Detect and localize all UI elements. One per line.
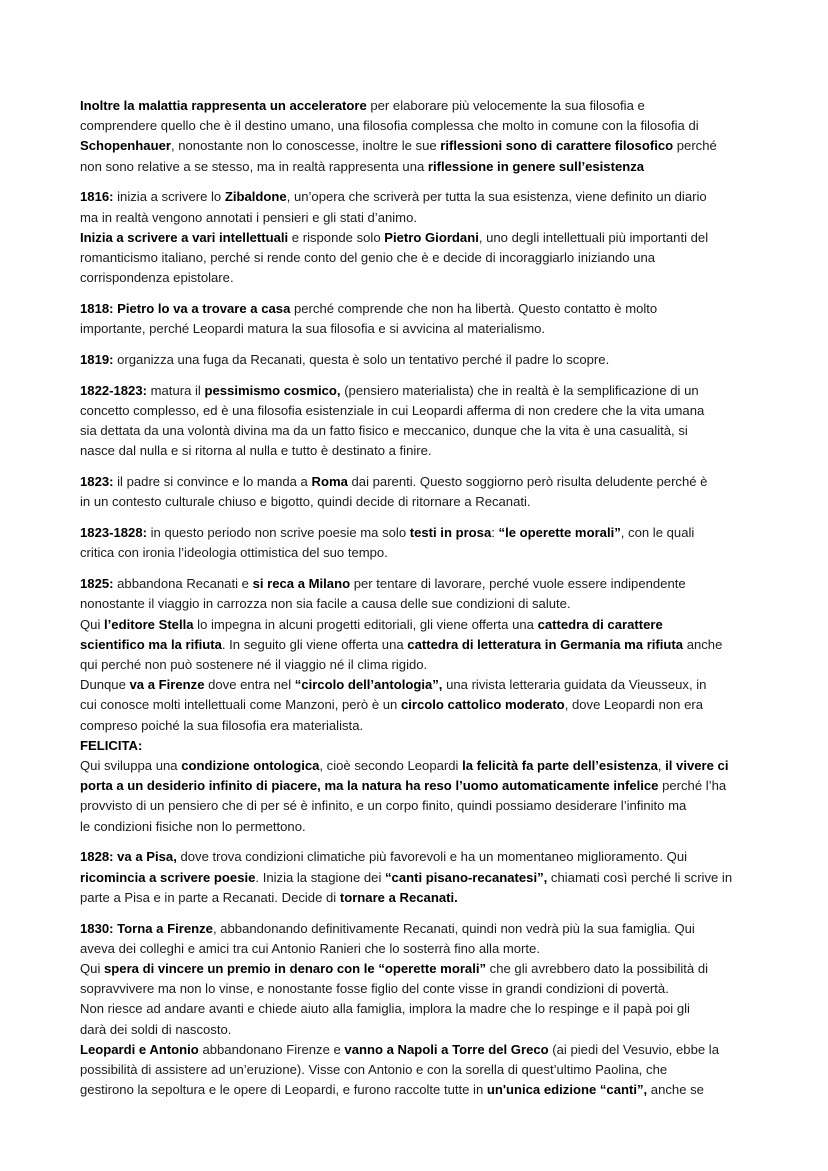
text-run: abbandona Recanati e: [113, 576, 253, 592]
bold-text: Roma: [311, 474, 348, 490]
bold-text: FELICITA:: [80, 737, 143, 753]
text-run: gestirono la sepoltura e le opere di Leopardi, e furono raccolte tutte in: [80, 1082, 487, 1098]
text-line: [80, 208, 752, 228]
bold-text: 1823-1828:: [80, 525, 147, 541]
text-run: le condizioni fisiche non lo permettono.: [80, 818, 306, 834]
paragraph: [80, 736, 752, 756]
text-run: parte a Pisa e in parte a Recanati. Decide di: [80, 889, 340, 905]
text-run: dove trova condizioni climatiche più favorevoli e ha un momentaneo miglioramento. Qui: [176, 849, 688, 865]
text-run: , nonostante non lo conoscesse, inoltre le sue: [170, 138, 441, 154]
text-run: e risponde solo: [288, 229, 385, 245]
text-run: , uno degli intellettuali più importanti del: [478, 229, 709, 245]
text-run: corrispondenza epistolare.: [80, 270, 234, 286]
text-run: abbandonano Firenze e: [198, 1041, 345, 1057]
bold-text: circolo cattolico moderato: [400, 697, 565, 713]
text-run: chiamati così perché li scrive in: [547, 869, 733, 885]
text-run: , un’opera che scriverà per tutta la sua esistenza, viene definito un diario: [286, 189, 707, 205]
bold-text: testi in prosa: [409, 525, 492, 541]
text-line: [80, 228, 752, 248]
bold-text: 1816:: [80, 189, 114, 205]
bold-text: riflessioni sono di carattere filosofico: [440, 138, 674, 154]
text-run: perché l’ha: [658, 778, 727, 794]
text-line: [80, 248, 752, 268]
bold-text: cattedra di carattere: [537, 616, 663, 632]
text-run: perché comprende che non ha libertà. Questo contatto è molto: [290, 301, 658, 317]
text-run: Dunque: [80, 677, 130, 693]
text-line: [80, 350, 752, 370]
paragraph: [80, 187, 752, 227]
text-run: nasce dal nulla e si ritorna al nulla e tutto è destinato a finire.: [80, 443, 432, 459]
document-page: [80, 96, 752, 1100]
bold-text: cattedra di letteratura in Germania ma rifiuta: [407, 636, 684, 652]
paragraph: [80, 228, 752, 289]
text-line: [80, 979, 752, 999]
paragraph: [80, 959, 752, 999]
paragraph: [80, 96, 752, 177]
bold-text: Zibaldone: [224, 189, 287, 205]
text-line: [80, 615, 752, 635]
text-run: possibilità di assistere ad un’eruzione). Visse con Antonio e con la sorella di quest’ultimo Paolina, che: [80, 1062, 668, 1078]
text-run: aveva dei colleghi e amici tra cui Antonio Ranieri che lo sosterrà fino alla morte.: [80, 940, 540, 956]
paragraph: [80, 847, 752, 908]
text-line: [80, 847, 752, 867]
text-line: [80, 381, 752, 401]
text-run: lo impegna in alcuni progetti editoriali, gli viene offerta una: [193, 616, 538, 632]
text-line: [80, 716, 752, 736]
text-run: qui perché non può sostenere né il viaggio né il clima rigido.: [80, 657, 428, 673]
text-line: [80, 574, 752, 594]
text-run: ma in realtà vengono annotati i pensieri e gli stati d’animo.: [80, 209, 417, 225]
text-line: [80, 776, 752, 796]
text-run: concetto complesso, ed è una filosofia esistenziale in cui Leopardi afferma di non credere che la vita umana: [80, 403, 705, 419]
text-run: , con le quali: [620, 525, 695, 541]
bold-text: la felicità fa parte dell’esistenza: [462, 758, 658, 774]
text-run: Qui: [80, 616, 105, 632]
text-run: , cioè secondo Leopardi: [319, 758, 463, 774]
bold-text: “canti pisano-recanatesi”,: [385, 869, 548, 885]
paragraph: [80, 615, 752, 676]
bold-text: condizione ontologica: [181, 758, 320, 774]
text-line: [80, 655, 752, 675]
text-line: [80, 421, 752, 441]
paragraph: [80, 299, 752, 339]
bold-text: va a Pisa,: [117, 849, 177, 865]
text-run: darà dei soldi di nascosto.: [80, 1021, 232, 1037]
text-run: . In seguito gli viene offerta una: [221, 636, 408, 652]
paragraph: [80, 999, 752, 1039]
text-run: il padre si convince e lo manda a: [113, 474, 312, 490]
text-run: , abbandonando definitivamente Recanati, quindi non vedrà più la sua famiglia. Qui: [212, 920, 695, 936]
bold-text: riflessione in genere sull’esistenza: [427, 158, 645, 174]
text-run: provvisto di un pensiero che di per sé è infinito, e un corpo finito, quindi possiamo desiderare l’infinito ma: [80, 798, 687, 814]
text-run: . Inizia la stagione dei: [255, 869, 385, 885]
text-run: cui conosce molti intellettuali come Manzoni, però è un: [80, 697, 401, 713]
text-line: [80, 796, 752, 816]
bold-text: Schopenhauer: [80, 138, 171, 154]
text-run: sopravvivere ma non lo vinse, e nonostante fosse figlio del conte visse in grandi condizioni di povertà.: [80, 981, 669, 997]
text-run: critica con ironia l’ideologia ottimistica del suo tempo.: [80, 545, 388, 561]
text-line: [80, 919, 752, 939]
text-run: anche se: [647, 1082, 704, 1098]
text-run: una rivista letteraria guidata da Vieusseux, in: [442, 677, 707, 693]
text-run: perché: [673, 138, 717, 154]
text-run: importante, perché Leopardi matura la sua filosofia e si avvicina al materialismo.: [80, 321, 546, 337]
bold-text: Inoltre la malattia rappresenta un acceleratore: [80, 98, 367, 113]
paragraph: [80, 574, 752, 614]
text-run: nonostante il viaggio in carrozza non sia facile a causa delle sue condizioni di salute.: [80, 596, 571, 612]
text-line: [80, 1020, 752, 1040]
text-run: Non riesce ad andare avanti e chiede aiuto alla famiglia, implora la madre che lo respinge e il papà poi gli: [80, 1001, 690, 1017]
text-line: [80, 472, 752, 492]
bold-text: l’editore Stella: [104, 616, 194, 632]
bold-text: “le operette morali”: [498, 525, 621, 541]
text-run: matura il: [146, 382, 205, 398]
text-run: dai parenti. Questo soggiorno però risulta deludente perché è: [347, 474, 708, 490]
text-run: (pensiero materialista) che in realtà è la semplificazione di un: [340, 382, 699, 398]
bold-text: “circolo dell’antologia”,: [294, 677, 443, 693]
text-line: [80, 999, 752, 1019]
paragraph: [80, 523, 752, 563]
text-line: [80, 543, 752, 563]
text-run: inizia a scrivere lo: [113, 189, 225, 205]
text-line: [80, 401, 752, 421]
text-line: [80, 756, 752, 776]
text-line: [80, 319, 752, 339]
text-run: organizza una fuga da Recanati, questa è solo un tentativo perché il padre lo scopre.: [113, 352, 610, 368]
bold-text: 1825:: [80, 576, 114, 592]
text-line: [80, 268, 752, 288]
paragraph: [80, 1040, 752, 1101]
text-line: [80, 736, 752, 756]
text-line: [80, 594, 752, 614]
text-run: (ai piedi del Vesuvio, ebbe la: [548, 1041, 719, 1057]
text-run: non sono relative a se stesso, ma in realtà rappresenta una: [80, 158, 428, 174]
bold-text: tornare a Recanati.: [339, 889, 458, 905]
text-run: per elaborare più velocemente la sua filosofia e: [366, 98, 645, 113]
bold-text: 1823:: [80, 474, 114, 490]
text-run: compreso poiché la sua filosofia era materialista.: [80, 717, 364, 733]
bold-text: ricomincia a scrivere poesie: [80, 869, 256, 885]
bold-text: spera di vincere un premio in denaro con le “operette morali”: [104, 961, 487, 977]
text-line: [80, 157, 752, 177]
paragraph: [80, 350, 752, 370]
bold-text: un'unica edizione “canti”,: [486, 1082, 648, 1098]
text-line: [80, 492, 752, 512]
text-run: dove entra nel: [204, 677, 295, 693]
bold-text: va a Firenze: [129, 677, 205, 693]
text-line: [80, 441, 752, 461]
text-line: [80, 187, 752, 207]
text-line: [80, 888, 752, 908]
bold-text: porta a un desiderio infinito di piacere, ma la natura ha reso l’uomo automaticamente infelice: [80, 778, 659, 794]
paragraph: [80, 919, 752, 959]
text-line: [80, 1040, 752, 1060]
text-line: [80, 523, 752, 543]
text-line: [80, 817, 752, 837]
bold-text: Pietro Giordani: [384, 229, 479, 245]
bold-text: pessimismo cosmico,: [204, 382, 341, 398]
text-line: [80, 939, 752, 959]
bold-text: 1830:: [80, 920, 114, 936]
bold-text: 1822-1823:: [80, 382, 147, 398]
text-run: , dove Leopardi non era: [564, 697, 704, 713]
bold-text: vanno a Napoli a Torre del Greco: [344, 1041, 549, 1057]
paragraph: [80, 675, 752, 736]
text-line: [80, 1060, 752, 1080]
bold-text: scientifico ma la rifiuta: [80, 636, 222, 652]
text-line: [80, 868, 752, 888]
text-run: romanticismo italiano, perché si rende conto del genio che è e decide di incoraggiarlo iniziando una: [80, 250, 656, 266]
bold-text: 1819:: [80, 352, 114, 368]
text-line: [80, 959, 752, 979]
paragraph: [80, 472, 752, 512]
text-line: [80, 116, 752, 136]
text-run: Qui: [80, 961, 105, 977]
text-run: che gli avrebbero dato la possibilità di: [486, 961, 709, 977]
paragraph: [80, 756, 752, 837]
text-run: sia dettata da una volontà divina ma da un fatto fisico e meccanico, dunque che la vita è una casualità, si: [80, 423, 688, 439]
text-line: [80, 299, 752, 319]
text-run: comprendere quello che è il destino umano, una filosofia complessa che molto in comune con la filosofia di: [80, 118, 699, 134]
bold-text: Leopardi e Antonio: [80, 1041, 199, 1057]
text-run: in questo periodo non scrive poesie ma solo: [146, 525, 410, 541]
bold-text: 1818: Pietro lo va a trovare a casa: [80, 301, 291, 317]
text-run: in un contesto culturale chiuso e bigotto, quindi decide di ritornare a Recanati.: [80, 494, 531, 510]
text-run: :: [491, 525, 499, 541]
text-line: [80, 96, 752, 116]
text-run: Qui sviluppa una: [80, 758, 182, 774]
bold-text: Torna a Firenze: [117, 920, 213, 936]
bold-text: Inizia a scrivere a vari intellettuali: [80, 229, 289, 245]
bold-text: 1828:: [80, 849, 114, 865]
text-line: [80, 695, 752, 715]
text-line: [80, 635, 752, 655]
text-line: [80, 675, 752, 695]
bold-text: il vivere ci: [665, 758, 729, 774]
text-line: [80, 1080, 752, 1100]
paragraph: [80, 381, 752, 462]
text-run: per tentare di lavorare, perché vuole essere indipendente: [350, 576, 686, 592]
text-run: anche: [683, 636, 723, 652]
bold-text: si reca a Milano: [252, 576, 351, 592]
text-line: [80, 136, 752, 156]
text-run: ,: [657, 758, 666, 774]
